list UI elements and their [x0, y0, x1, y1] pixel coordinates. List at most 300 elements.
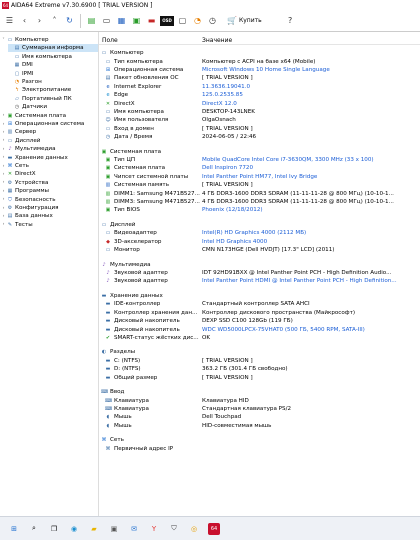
partition-icon: ◐ — [101, 349, 107, 356]
tree-item[interactable] — [8, 61, 99, 69]
disk-icon: ▬ — [105, 326, 111, 333]
row-value-link[interactable]: Intel Panther Point HM77, Intel Ivy Bridge — [202, 173, 318, 180]
row-value-link[interactable]: DirectX 12.0 — [202, 100, 237, 107]
row-value-link[interactable]: 125.0.2535.85 — [202, 92, 243, 99]
os-icon: ⊞ — [105, 66, 111, 73]
detail-row[interactable] — [99, 334, 420, 342]
detail-row[interactable] — [99, 206, 420, 214]
up-icon[interactable]: ˄ — [52, 16, 57, 25]
row-field-label: Имя пользователя — [114, 117, 169, 124]
tree-item-label: Программы — [15, 188, 49, 195]
directx-icon: ✕ — [105, 100, 111, 107]
network-icon: ⌘ — [7, 163, 13, 169]
column-field[interactable]: Поле — [102, 36, 118, 44]
expand-arrow-icon[interactable]: › — [2, 146, 5, 152]
mouse-icon: ◖ — [106, 422, 110, 429]
row-field — [105, 239, 161, 245]
security-icon[interactable]: ⛉ — [171, 524, 177, 532]
row-field-label: 3D-акселератор — [114, 238, 162, 245]
row-field — [101, 293, 163, 299]
row-field — [105, 335, 199, 341]
programs-icon: ▦ — [7, 188, 13, 195]
motherboard-icon: ▣ — [105, 165, 111, 172]
detail-row[interactable] — [99, 198, 420, 206]
tree-item-label: Хранение данных — [15, 154, 68, 161]
row-field-label: Системная плата — [110, 148, 162, 155]
group-header[interactable] — [99, 148, 420, 156]
row-field — [105, 446, 173, 452]
row-value: HID-совместимая мышь — [202, 422, 272, 429]
row-field — [105, 406, 149, 412]
disk-icon: ▬ — [105, 318, 111, 325]
power-icon: ϟ — [15, 87, 19, 94]
motherboard-icon: ▣ — [7, 112, 13, 119]
row-value: IDT 92HD91BXX @ Intel Panther Point PCH - High Definition Audio... — [202, 270, 392, 276]
row-field-label: D: (NTFS) — [114, 366, 141, 373]
group-header[interactable] — [99, 261, 420, 269]
menu-icon[interactable]: ☰ — [5, 16, 14, 25]
expand-arrow-icon[interactable]: › — [2, 163, 5, 169]
tree-item[interactable] — [1, 204, 99, 212]
row-field-label: Ввод — [110, 389, 125, 395]
computer-icon: ▭ — [105, 58, 111, 65]
display-icon: ▭ — [7, 137, 13, 144]
tree-item[interactable] — [1, 128, 99, 136]
detail-row[interactable] — [99, 422, 420, 430]
tree-item[interactable] — [1, 162, 99, 170]
refresh-icon[interactable]: ↻ — [66, 16, 73, 25]
row-value-link[interactable]: Phoenix (12/18/2012) — [202, 207, 263, 214]
row-field — [101, 437, 124, 443]
aida64-logo-icon: 64 — [2, 2, 9, 8]
config-icon: ⚙ — [7, 205, 13, 211]
detail-row[interactable] — [99, 357, 420, 365]
3d-icon: ◆ — [106, 238, 110, 245]
detail-row[interactable] — [99, 326, 420, 334]
row-value: Клавиатура HID — [202, 397, 249, 404]
motherboard-icon: ▣ — [101, 148, 107, 155]
detail-row[interactable] — [99, 58, 420, 66]
os-icon: ⊞ — [7, 121, 13, 127]
monitor-icon[interactable]: ▢ — [178, 16, 187, 25]
tree-item-label: DirectX — [15, 171, 36, 178]
cart-icon: 🛒 — [227, 16, 237, 25]
detail-row[interactable] — [99, 445, 420, 453]
devices-icon: ⚙ — [7, 179, 13, 186]
tree-item[interactable] — [8, 70, 99, 78]
search-icon[interactable]: ⌕ — [32, 524, 36, 532]
tree-item[interactable] — [8, 86, 99, 94]
computer-icon: ▭ — [7, 37, 13, 43]
start-icon[interactable]: ⊞ — [11, 524, 17, 533]
tests-icon: ✎ — [7, 221, 13, 228]
row-field-label: Контроллер хранения дан... — [114, 309, 198, 316]
update-icon: ▤ — [105, 75, 111, 82]
row-value: Стандартный контроллер SATA AHCI — [202, 301, 310, 308]
sensor-icon: ◷ — [14, 104, 20, 111]
title-bar — [0, 0, 420, 10]
help-icon[interactable]: ? — [288, 16, 293, 25]
row-field — [105, 375, 157, 381]
row-field-label: Видеоадаптер — [114, 230, 157, 237]
memory-icon: ▥ — [105, 182, 111, 189]
row-field — [105, 414, 132, 420]
chip-icon[interactable]: ▣ — [132, 16, 141, 25]
tree-item-label: База данных — [15, 213, 53, 220]
ip-icon: ⌘ — [105, 445, 111, 452]
network-icon: ⌘ — [101, 437, 107, 444]
smart-icon: ✔ — [105, 334, 111, 341]
chipset-icon: ▣ — [105, 173, 111, 180]
toolbar-separator — [80, 14, 81, 28]
row-field — [101, 149, 161, 155]
row-value: [ TRIAL VERSION ] — [202, 374, 253, 381]
task-view-icon[interactable]: ❐ — [50, 524, 58, 533]
row-field-label: Дисковый накопитель — [114, 326, 180, 333]
detail-row[interactable] — [99, 269, 420, 277]
row-field-label: Мышь — [114, 422, 132, 429]
computer-icon: ▭ — [101, 50, 107, 56]
tree-item[interactable] — [8, 103, 99, 111]
group-header[interactable] — [99, 388, 420, 396]
row-field — [105, 301, 160, 307]
cpu-icon: ▣ — [105, 157, 111, 163]
tree-item[interactable] — [8, 44, 99, 52]
row-field-label: Разделы — [110, 349, 136, 356]
row-field — [105, 126, 154, 132]
row-value: 4 ГБ DDR3-1600 DDR3 SDRAM (11-11-11-28 @ 800 МГц) (10-10-1... — [202, 199, 394, 205]
group-header[interactable] — [99, 348, 420, 356]
row-value: 2024-06-05 / 22:46 — [202, 134, 257, 141]
detail-row[interactable] — [99, 238, 420, 246]
row-value-link[interactable]: Intel(R) HD Graphics 4000 (2112 МБ) — [202, 230, 307, 237]
row-field-label: Internet Explorer — [114, 83, 162, 90]
tree-item-label: Сеть — [15, 163, 29, 169]
audio-icon: ♪ — [106, 270, 110, 276]
mail-icon[interactable]: ✉ — [131, 524, 137, 533]
row-value: Компьютер с ACPI на базе x64 (Mobile) — [202, 58, 316, 65]
audio-icon: ♪ — [106, 278, 110, 285]
row-field-label: Мышь — [114, 414, 132, 421]
ie-icon: e — [106, 83, 110, 90]
row-field-label: Хранение данных — [110, 292, 163, 299]
detail-row[interactable] — [99, 300, 420, 308]
tree-item-label: Суммарная информа — [22, 45, 84, 52]
tree-item-label: Тесты — [15, 221, 33, 228]
tree-item-label: Датчики — [22, 104, 48, 111]
tree-item[interactable] — [1, 120, 99, 128]
row-field-label: SMART-статус жёстких дис... — [114, 334, 199, 341]
expand-arrow-icon[interactable]: › — [2, 188, 5, 194]
row-value: Контроллер дискового пространства (Майкрософт) — [202, 309, 356, 316]
server-icon: ▥ — [7, 129, 13, 136]
row-field — [105, 165, 165, 171]
monitor-icon: ▭ — [105, 247, 111, 254]
tree-item-label: Портативный ПК — [22, 95, 72, 102]
row-field-label: Мультимедиа — [110, 261, 151, 268]
keyboard-icon: ⌨ — [105, 397, 113, 404]
row-field-label: DIMM3: Samsung M471B527... — [114, 199, 200, 205]
dimm-icon: ▥ — [105, 199, 111, 205]
row-value-link[interactable]: Microsoft Windows 10 Home Single Language — [202, 66, 330, 73]
multimedia-icon: ♪ — [8, 146, 12, 153]
mouse-icon: ◖ — [106, 414, 110, 421]
tree-item[interactable] — [1, 112, 99, 120]
group-header[interactable] — [99, 292, 420, 300]
row-field-label: DirectX — [114, 100, 135, 107]
buy-button[interactable] — [227, 16, 262, 25]
forward-icon[interactable]: › — [37, 16, 42, 25]
detail-row[interactable] — [99, 66, 420, 74]
expand-arrow-icon[interactable]: › — [2, 113, 5, 119]
row-field-label: Имя компьютера — [114, 108, 164, 115]
database-icon: ▤ — [7, 213, 13, 220]
row-value: Dell Touchpad — [202, 414, 242, 421]
expand-arrow-icon[interactable]: › — [2, 213, 5, 219]
expand-arrow-icon[interactable]: › — [2, 155, 5, 161]
detail-row[interactable] — [99, 246, 420, 254]
row-value-link[interactable]: WDC WD5000LPCX-75VHAT0 (500 ГБ, 5400 RPM, SATA-III) — [202, 326, 365, 333]
tree-item-label: IPMI — [22, 70, 34, 77]
tree-item[interactable] — [8, 95, 99, 103]
detail-row[interactable] — [99, 397, 420, 405]
row-field-label: Компьютер — [110, 50, 144, 56]
row-field-label: Клавиатура — [114, 405, 149, 412]
osd-icon[interactable]: OSD — [160, 16, 174, 26]
row-field — [101, 222, 135, 228]
tree-item-label: Имя компьютера — [22, 53, 72, 60]
row-field — [105, 310, 197, 316]
detail-row[interactable] — [99, 83, 420, 91]
tree-item-label: Конфигурация — [15, 205, 59, 211]
detail-row[interactable] — [99, 181, 420, 189]
row-field-label: Системная память — [114, 182, 169, 189]
tree-item[interactable] — [1, 212, 99, 220]
row-value: CMN N173HGE (Dell HVDJT) [17.3" LCD] (2011) — [202, 247, 335, 254]
group-header[interactable] — [99, 49, 420, 57]
row-field — [105, 398, 149, 404]
row-value: Стандартная клавиатура PS/2 — [202, 405, 292, 412]
report-icon[interactable]: ▤ — [87, 16, 96, 25]
tree-item[interactable] — [1, 137, 99, 145]
detail-row[interactable] — [99, 164, 420, 172]
edge-icon: e — [106, 92, 110, 99]
group-header[interactable] — [99, 436, 420, 444]
ide-icon: ▬ — [105, 301, 111, 308]
storage-icon: ▬ — [7, 154, 13, 161]
security-icon: ⛉ — [8, 196, 12, 203]
row-field-label: Тип компьютера — [114, 58, 163, 65]
tree-item[interactable] — [8, 53, 99, 61]
row-value: [ TRIAL VERSION ] — [202, 182, 253, 189]
row-field-label: Общий размер — [114, 374, 158, 381]
window-title: AIDA64 Extreme v7.30.6900 [ TRIAL VERSION ] — [11, 1, 153, 9]
tree-item[interactable] — [1, 196, 99, 204]
benchmark-icon[interactable]: ◔ — [194, 16, 201, 25]
tree-item[interactable] — [1, 170, 99, 178]
row-field-label: IDE-контроллер — [114, 301, 161, 308]
expand-arrow-icon[interactable]: › — [2, 180, 5, 186]
drive-icon: ▬ — [105, 374, 111, 381]
row-value-link[interactable]: Intel Panther Point HDMI @ Intel Panther Point PCH - High Definition... — [202, 278, 397, 285]
row-value-link[interactable]: Dell Inspiron 7720 — [202, 165, 254, 172]
tree-item-label: Системная плата — [15, 112, 67, 119]
tree-item-label: Операционная система — [15, 121, 85, 127]
row-field — [105, 366, 141, 372]
row-field — [105, 358, 140, 364]
expand-arrow-icon[interactable]: › — [2, 222, 5, 228]
detail-row[interactable] — [99, 91, 420, 99]
detail-row[interactable] — [99, 365, 420, 373]
stopwatch-icon[interactable]: ◷ — [209, 16, 216, 25]
computer-name-icon: ▭ — [105, 108, 111, 115]
drive-icon: ▬ — [105, 357, 111, 364]
tree-item[interactable] — [1, 154, 99, 162]
row-field-label: C: (NTFS) — [114, 357, 141, 364]
directx-icon: ✕ — [7, 171, 13, 178]
tree-item-label: Электропитание — [22, 87, 72, 94]
detail-row[interactable] — [99, 277, 420, 285]
taskbar — [0, 516, 420, 540]
row-field — [101, 262, 151, 268]
tree-item-label: Сервер — [15, 129, 37, 136]
back-icon[interactable]: ‹ — [22, 16, 27, 25]
row-field-label: Edge — [114, 92, 129, 99]
row-field — [105, 327, 180, 333]
detail-row[interactable] — [99, 156, 420, 164]
detail-row[interactable] — [99, 116, 420, 124]
column-value[interactable]: Значение — [202, 36, 233, 44]
row-field — [105, 75, 179, 81]
detail-row[interactable] — [99, 317, 420, 325]
gpu-icon: ▭ — [105, 230, 111, 237]
row-value: [ TRIAL VERSION ] — [202, 125, 253, 132]
toolbar — [0, 10, 420, 32]
detail-row[interactable] — [99, 405, 420, 413]
group-header[interactable] — [99, 221, 420, 229]
row-value: [ TRIAL VERSION ] — [202, 75, 253, 82]
storage-ctrl-icon: ▬ — [105, 309, 111, 316]
folder-icon[interactable]: ▰ — [91, 524, 97, 533]
detail-row[interactable] — [99, 100, 420, 108]
row-field — [105, 84, 161, 90]
laptop-icon: ▱ — [15, 95, 19, 102]
tree-item[interactable] — [1, 36, 99, 44]
yandex-icon[interactable]: Y — [151, 524, 157, 533]
row-field-label: Звуковой адаптер — [114, 270, 168, 276]
input-icon: ⌨ — [101, 389, 109, 395]
row-field — [105, 157, 135, 163]
tree-item[interactable] — [1, 221, 99, 229]
tree-item-label: Разгон — [22, 79, 42, 85]
tree-item-label: Безопасность — [15, 196, 56, 203]
detail-row[interactable] — [99, 413, 420, 421]
detail-row[interactable] — [99, 125, 420, 133]
row-field-label: Дисковый накопитель — [114, 318, 180, 325]
multimedia-icon: ♪ — [102, 261, 106, 268]
row-value-link[interactable]: Mobile QuadCore Intel Core i7-3630QM, 3300 MHz (33 x 100) — [202, 157, 374, 163]
detail-row[interactable] — [99, 309, 420, 317]
row-value: [ TRIAL VERSION ] — [202, 357, 253, 364]
row-field-label: Звуковой адаптер — [114, 278, 168, 285]
stop-icon[interactable]: ▬ — [147, 16, 156, 25]
aida64-taskbar-icon[interactable]: 64 — [208, 523, 220, 535]
detail-row[interactable] — [99, 108, 420, 116]
row-field — [105, 59, 163, 65]
expand-arrow-icon[interactable]: › — [2, 121, 5, 127]
store-icon[interactable]: ▣ — [110, 524, 118, 533]
row-field — [105, 207, 140, 213]
tree-item[interactable] — [8, 78, 99, 86]
tree-item[interactable] — [1, 179, 99, 187]
bios-icon: ▣ — [105, 207, 111, 214]
tree-item-label: DMI — [22, 62, 33, 69]
computer-icon[interactable]: ▭ — [102, 16, 111, 25]
detail-row[interactable] — [99, 74, 420, 82]
column-header — [99, 36, 420, 45]
clock-icon: ◷ — [105, 134, 111, 141]
user-icon: ☺ — [105, 117, 111, 124]
detail-row[interactable] — [99, 374, 420, 382]
row-field-label: DIMM1: Samsung M471B527... — [114, 190, 200, 197]
tree-item-label: Устройства — [15, 179, 49, 186]
row-field — [105, 101, 135, 107]
row-value-link[interactable]: 11.3636.19041.0 — [202, 83, 251, 90]
details-panel — [99, 32, 420, 516]
row-field — [105, 230, 157, 236]
buy-button-label: Купить — [238, 17, 262, 24]
edge-icon[interactable]: ◉ — [70, 524, 78, 533]
tree-item[interactable] — [1, 187, 99, 195]
expand-arrow-icon[interactable]: › — [2, 129, 5, 135]
detail-row[interactable] — [99, 133, 420, 141]
tree-item-label: Компьютер — [15, 37, 49, 43]
expand-arrow-icon[interactable]: › — [2, 205, 5, 211]
row-field — [105, 92, 128, 98]
detail-row[interactable] — [99, 190, 420, 198]
row-field-label: Системная плата — [114, 165, 166, 172]
summary-icon: ▤ — [14, 45, 20, 52]
row-field — [105, 67, 183, 73]
collapse-arrow-icon[interactable]: ˅ — [2, 37, 5, 43]
row-field — [101, 349, 135, 355]
display-icon: ▭ — [101, 221, 107, 228]
memory-icon[interactable]: ▦ — [117, 16, 126, 25]
row-field-label: Тип BIOS — [114, 207, 140, 214]
expand-arrow-icon[interactable]: › — [2, 138, 5, 144]
detail-row[interactable] — [99, 173, 420, 181]
row-field-label: Тип ЦП — [114, 157, 136, 163]
row-field-label: Монитор — [114, 247, 140, 254]
row-value: DESKTOP-143LNEK — [202, 108, 255, 115]
row-field-label: Пакет обновления ОС — [114, 75, 179, 82]
tree-item[interactable] — [1, 145, 99, 153]
tree-item-label: Дисплей — [15, 137, 41, 144]
expand-arrow-icon[interactable]: › — [2, 197, 5, 203]
computer-name-icon: ▭ — [14, 53, 20, 60]
dmi-icon: ▦ — [14, 62, 20, 69]
row-field — [105, 182, 169, 188]
expand-arrow-icon[interactable]: › — [2, 171, 5, 177]
row-field — [105, 191, 200, 197]
app-icon[interactable]: ◎ — [190, 524, 198, 533]
row-value-link[interactable]: Intel HD Graphics 4000 — [202, 238, 268, 245]
row-field-label: Клавиатура — [114, 397, 149, 404]
row-field — [101, 50, 144, 56]
row-field — [105, 199, 200, 205]
detail-row[interactable] — [99, 229, 420, 237]
dimm-icon: ▥ — [105, 190, 111, 197]
